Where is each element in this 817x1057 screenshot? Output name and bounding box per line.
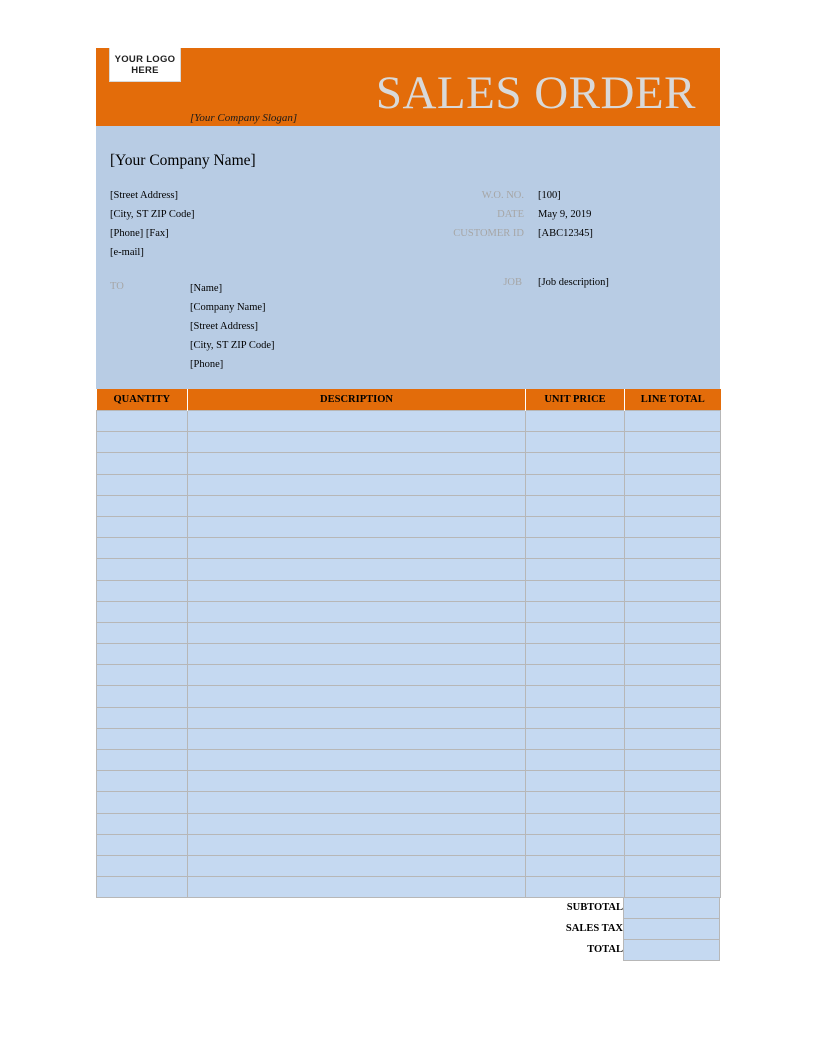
meta-labels (422, 186, 524, 243)
quantity-cell[interactable] (97, 559, 188, 580)
company-slogan: [Your Company Slogan] (190, 112, 298, 124)
quantity-cell[interactable] (97, 495, 188, 516)
table-row (97, 707, 721, 728)
to-name[interactable]: [Name] (190, 283, 223, 294)
description-cell[interactable] (188, 771, 526, 792)
line-total-cell[interactable] (625, 877, 721, 898)
unit-price-cell[interactable] (526, 411, 625, 432)
table-row (97, 432, 721, 453)
unit-price-cell[interactable] (526, 580, 625, 601)
wo-value[interactable]: [100] (538, 190, 561, 201)
table-row (97, 771, 721, 792)
customer-id-label: CUSTOMER ID (453, 228, 524, 239)
description-cell[interactable] (188, 665, 526, 686)
line-total-cell[interactable] (625, 644, 721, 665)
total-cell[interactable] (623, 940, 720, 961)
company-email: [e-mail] (110, 247, 144, 258)
quantity-cell[interactable] (97, 750, 188, 771)
company-city: [City, ST ZIP Code] (110, 209, 195, 220)
unit-price-cell[interactable] (526, 834, 625, 855)
description-cell[interactable] (188, 453, 526, 474)
description-cell[interactable] (188, 728, 526, 749)
quantity-cell[interactable] (97, 792, 188, 813)
quantity-cell[interactable] (97, 601, 188, 622)
description-cell[interactable] (188, 750, 526, 771)
wo-label: W.O. NO. (481, 190, 524, 201)
quantity-cell[interactable] (97, 877, 188, 898)
table-row (97, 580, 721, 601)
line-total-cell[interactable] (625, 686, 721, 707)
description-cell[interactable] (188, 707, 526, 728)
quantity-cell[interactable] (97, 538, 188, 559)
description-cell[interactable] (188, 686, 526, 707)
unit-price-cell[interactable] (526, 771, 625, 792)
to-phone[interactable]: [Phone] (190, 359, 224, 370)
unit-price-cell[interactable] (526, 728, 625, 749)
total-row (96, 940, 720, 961)
unit-price-cell[interactable] (526, 855, 625, 876)
table-row (97, 601, 721, 622)
unit-price-cell[interactable] (526, 495, 625, 516)
quantity-cell[interactable] (97, 474, 188, 495)
unit-price-cell[interactable] (526, 686, 625, 707)
table-row (97, 516, 721, 537)
company-name: [Your Company Name] (110, 152, 256, 169)
line-total-cell[interactable] (625, 495, 721, 516)
table-row (97, 728, 721, 749)
line-total-cell[interactable] (625, 559, 721, 580)
unit-price-cell[interactable] (526, 665, 625, 686)
quantity-cell[interactable] (97, 728, 188, 749)
quantity-cell[interactable] (97, 580, 188, 601)
line-total-cell[interactable] (625, 665, 721, 686)
company-phone-fax: [Phone] [Fax] (110, 228, 169, 239)
unit-price-cell[interactable] (526, 559, 625, 580)
line-total-cell[interactable] (625, 516, 721, 537)
total-label: TOTAL (587, 944, 623, 956)
to-address (190, 279, 275, 374)
totals-section (96, 898, 720, 961)
job-value[interactable]: [Job description] (538, 277, 609, 288)
table-row (97, 538, 721, 559)
unit-price-cell[interactable] (526, 644, 625, 665)
sales-tax-row (96, 919, 720, 940)
logo-placeholder (109, 48, 181, 82)
unit-price-cell[interactable] (526, 516, 625, 537)
description-cell[interactable] (188, 813, 526, 834)
quantity-cell[interactable] (97, 453, 188, 474)
description-cell[interactable] (188, 474, 526, 495)
description-cell[interactable] (188, 877, 526, 898)
description-cell[interactable] (188, 622, 526, 643)
line-total-cell[interactable] (625, 728, 721, 749)
line-total-cell[interactable] (625, 813, 721, 834)
to-street[interactable]: [Street Address] (190, 321, 258, 332)
table-header-row (97, 389, 721, 411)
description-cell[interactable] (188, 538, 526, 559)
job-label: JOB (503, 277, 522, 288)
quantity-cell[interactable] (97, 771, 188, 792)
sales-order-sheet (96, 48, 720, 961)
table-row (97, 622, 721, 643)
quantity-cell[interactable] (97, 665, 188, 686)
quantity-header: QUANTITY (97, 389, 188, 411)
description-cell[interactable] (188, 516, 526, 537)
line-items-table (96, 389, 721, 898)
unit-price-cell[interactable] (526, 538, 625, 559)
description-cell[interactable] (188, 559, 526, 580)
table-row (97, 665, 721, 686)
description-cell[interactable] (188, 834, 526, 855)
table-row (97, 644, 721, 665)
table-row (97, 495, 721, 516)
line-total-cell[interactable] (625, 411, 721, 432)
description-cell[interactable] (188, 644, 526, 665)
sales-tax-cell[interactable] (623, 919, 720, 940)
unit-price-cell[interactable] (526, 877, 625, 898)
line-total-cell[interactable] (625, 855, 721, 876)
date-label: DATE (497, 209, 524, 220)
table-row (97, 559, 721, 580)
unit-price-cell[interactable] (526, 707, 625, 728)
unit-price-cell[interactable] (526, 792, 625, 813)
line-total-cell[interactable] (625, 707, 721, 728)
quantity-cell[interactable] (97, 516, 188, 537)
table-row (97, 453, 721, 474)
date-value[interactable]: May 9, 2019 (538, 209, 592, 220)
subtotal-label: SUBTOTAL (566, 902, 623, 914)
quantity-cell[interactable] (97, 834, 188, 855)
line-total-cell[interactable] (625, 580, 721, 601)
description-cell[interactable] (188, 855, 526, 876)
line-total-cell[interactable] (625, 622, 721, 643)
line-total-cell[interactable] (625, 771, 721, 792)
to-city[interactable]: [City, ST ZIP Code] (190, 340, 275, 351)
line-total-cell[interactable] (625, 538, 721, 559)
quantity-cell[interactable] (97, 644, 188, 665)
table-row (97, 686, 721, 707)
company-address (110, 186, 195, 262)
unit-price-cell[interactable] (526, 453, 625, 474)
description-cell[interactable] (188, 432, 526, 453)
quantity-cell[interactable] (97, 686, 188, 707)
unit-price-cell[interactable] (526, 432, 625, 453)
unit-price-cell[interactable] (526, 601, 625, 622)
line-total-cell[interactable] (625, 474, 721, 495)
line-total-cell[interactable] (625, 750, 721, 771)
table-body (97, 411, 721, 898)
table-row (97, 750, 721, 771)
table-row (97, 411, 721, 432)
table-row (97, 877, 721, 898)
to-label: TO (110, 281, 124, 292)
table-row (97, 474, 721, 495)
line-total-cell[interactable] (625, 432, 721, 453)
line-total-cell[interactable] (625, 453, 721, 474)
description-cell[interactable] (188, 792, 526, 813)
unit-price-cell[interactable] (526, 622, 625, 643)
description-header: DESCRIPTION (188, 389, 526, 411)
company-street: [Street Address] (110, 190, 178, 201)
quantity-cell[interactable] (97, 707, 188, 728)
table-row (97, 834, 721, 855)
quantity-cell[interactable] (97, 855, 188, 876)
table-row (97, 855, 721, 876)
meta-values (538, 186, 593, 243)
sales-tax-label: SALES TAX (565, 923, 623, 935)
line-total-cell[interactable] (625, 792, 721, 813)
quantity-cell[interactable] (97, 622, 188, 643)
quantity-cell[interactable] (97, 411, 188, 432)
unit-price-cell[interactable] (526, 474, 625, 495)
description-cell[interactable] (188, 580, 526, 601)
quantity-cell[interactable] (97, 432, 188, 453)
quantity-cell[interactable] (97, 813, 188, 834)
logo-line-1: YOUR LOGO (114, 53, 176, 65)
line-total-header: LINE TOTAL (625, 389, 721, 411)
table-row (97, 792, 721, 813)
line-total-cell[interactable] (625, 601, 721, 622)
header-band (96, 48, 720, 126)
logo-line-2: HERE (131, 64, 159, 76)
unit-price-header: UNIT PRICE (526, 389, 625, 411)
description-cell[interactable] (188, 411, 526, 432)
title-clip (366, 64, 696, 126)
customer-id-value[interactable]: [ABC12345] (538, 228, 593, 239)
unit-price-cell[interactable] (526, 750, 625, 771)
subtotal-row (96, 898, 720, 919)
unit-price-cell[interactable] (526, 813, 625, 834)
description-cell[interactable] (188, 495, 526, 516)
info-band (96, 126, 720, 389)
subtotal-cell[interactable] (623, 898, 720, 919)
table-row (97, 813, 721, 834)
document-title: SALES ORDER (375, 67, 696, 119)
to-company[interactable]: [Company Name] (190, 302, 266, 313)
description-cell[interactable] (188, 601, 526, 622)
line-total-cell[interactable] (625, 834, 721, 855)
